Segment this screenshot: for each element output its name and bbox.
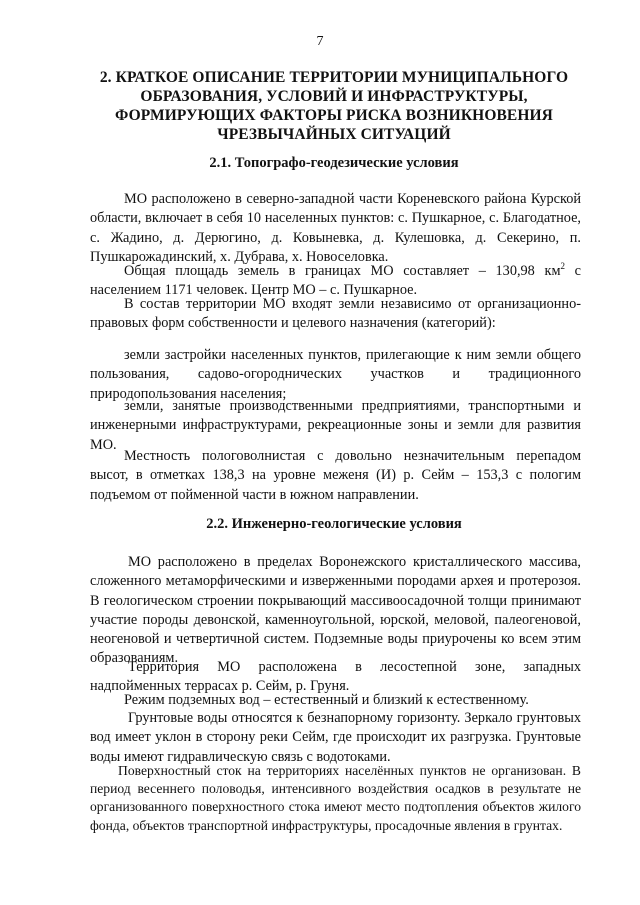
paragraph-geology: МО расположено в пределах Воронежского кристаллического массива, сложенного метаморфическими и изверженными породами архея и протерозоя. В геологическом строении покрывающий массивоосадочной толщи принимают участие породы девонской, каменноугольной, юрской, меловой, палеогеновой, неогеновой и четвертичной систем. Подземные воды приурочены ко всем этим образованиям. [90, 554, 581, 667]
section-title: 2. КРАТКОЕ ОПИСАНИЕ ТЕРРИТОРИИ МУНИЦИПАЛЬНОГО ОБРАЗОВАНИЯ, УСЛОВИЙ И ИНФРАСТРУКТУРЫ, ФОРМИРУЮЩИХ ФАКТОРЫ РИСКА ВОЗНИКНОВЕНИЯ ЧРЕЗВЫЧАЙНЫХ СИТУАЦИЙ [99, 69, 569, 143]
paragraph-groundwater-regime: Режим подземных вод – естественный и близкий к естественному. [124, 692, 529, 708]
area-unit-superscript: 2 [560, 261, 565, 271]
paragraph-territory-zone: Территория МО расположена в лесостепной зоне, западных надпойменных террасах р. Сейм, р. Груня. [90, 659, 581, 695]
area-text: Общая площадь земель в границах МО составляет – 130,98 км [124, 262, 561, 279]
paragraph-area [90, 257, 581, 300]
paragraph-groundwater: Грунтовые воды относятся к безнапорному горизонту. Зеркало грунтовых вод имеет уклон в сторону реки Сейм, где происходит их разгрузка. Грунтовые воды имеют гидравлическую связь с водотоками. [90, 710, 581, 765]
paragraph-relief: Местность пологоволнистая с довольно незначительным перепадом высот, в отметках 138,3 на уровне меженя (И) р. Сейм – 153,3 с пологим подъемом от пойменной части в южном направлении. [90, 448, 581, 503]
paragraph-lands-settlements: земли застройки населенных пунктов, прилегающие к ним земли общего пользования, садово-огороднических участков и традиционного природопользования населения; [90, 347, 581, 402]
paragraph-composition: В состав территории МО входят земли независимо от организационно-правовых форм собственности и целевого назначения (категорий): [90, 296, 581, 332]
paragraph-lands-industry: земли, занятые производственными предприятиями, транспортными и инженерными инфраструктурами, рекреационные зоны и земли для развития МО. [90, 398, 581, 453]
page-number: 7 [316, 34, 324, 49]
subsection-heading-topography: 2.1. Топографо-геодезические условия [209, 155, 459, 171]
paragraph-surface-runoff: Поверхностный сток на территориях населённых пунктов не организован. В период весеннего половодья, интенсивного воздействия осадков в результате не организованного поверхностного стока имеют место подтопления объектов жилого фонда, объектов транспортной инфраструктуры, просадочные явления в грунтах. [90, 763, 581, 833]
subsection-heading-geology: 2.2. Инженерно-геологические условия [206, 516, 462, 532]
paragraph-location: МО расположено в северно-западной части Кореневского района Курской области, включает в себя 10 населенных пунктов: с. Пушкарное, с. Благодатное, с. Жадино, д. Дерюгино, д. Ковыневка, д. Кулешовка, д. Секерино, п. Пушкарожадинский, х. Дубрава, х. Новоселовка. [90, 191, 581, 265]
population-text: с населением 1171 человек. Центр МО – с. Пушкарное. [90, 262, 582, 299]
